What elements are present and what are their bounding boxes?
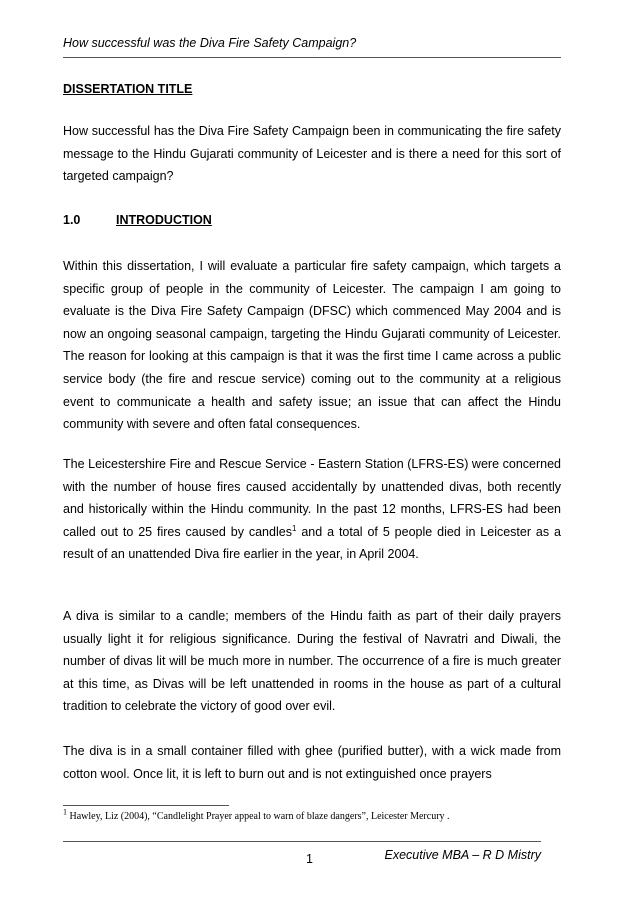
footnote: [63, 807, 561, 822]
intro-paragraph-4: The diva is in a small container filled with ghee (purified butter), with a wick made from cotton wool. Once lit, it is left to burn out and is not extinguished once prayers: [63, 744, 561, 781]
intro-paragraph-2: [63, 453, 561, 566]
intro-paragraph-2-text: The Leicestershire Fire and Rescue Service - Eastern Station (LFRS-ES) were concerned with the number of house fires caused accidentally by unattended divas, both recently and historically within the Hindu community. In the past 12 months, LFRS-ES had been called out to 25 fires caused by candles: [63, 457, 561, 539]
footnote-number: 1: [63, 807, 67, 817]
footnote-rule: [63, 805, 229, 806]
footer-author: Executive MBA – R D Mistry: [384, 848, 541, 862]
page-number: 1: [306, 852, 313, 866]
intro-paragraph-3: A diva is similar to a candle; members of the Hindu faith as part of their daily prayers usually light it for religious significance. During the festival of Navratri and Diwali, the number of divas lit will be much more in number. The occurrence of a fire is much greater at this time, as Divas will be left unattended in rooms in the house as part of a cultural tradition to celebrate the victory of good over evil.: [63, 609, 561, 714]
dissertation-title-text: How successful has the Diva Fire Safety Campaign been in communicating the fire safety message to the Hindu Gujarati community of Leicester and is there a need for this sort of targeted campaign?: [63, 124, 561, 184]
running-header: How successful was the Diva Fire Safety Campaign?: [63, 36, 357, 50]
section-number: 1.0: [63, 213, 81, 227]
footnote-text: Hawley, Liz (2004), “Candlelight Prayer appeal to warn of blaze dangers”, Leicester Mercury .: [67, 811, 450, 822]
header-rule: [63, 57, 561, 58]
dissertation-title-heading: DISSERTATION TITLE: [63, 82, 193, 96]
introduction-heading: INTRODUCTION: [116, 213, 212, 227]
footnote-reference: 1: [291, 523, 297, 533]
intro-paragraph-1: Within this dissertation, I will evaluate a particular fire safety campaign, which targets a specific group of people in the community of Leicester. The campaign I am going to evaluate is the Diva Fire Safety Campaign (DFSC) which commenced May 2004 and is now an ongoing seasonal campaign, targeting the Hindu Gujarati community of Leicester. The reason for looking at this campaign is that it was the first time I came across a public service body (the fire and rescue service) coming out to the community at a religious event to communicate a health and safety issue; an issue that can affect the Hindu community with severe and often fatal consequences.: [63, 259, 561, 432]
intro-paragraph-2-text-cont: and a total of 5 people died in Leicester as a result of an unattended Diva fire earlier in the year, in April 2004.: [63, 524, 561, 562]
footer-rule: [63, 841, 541, 842]
